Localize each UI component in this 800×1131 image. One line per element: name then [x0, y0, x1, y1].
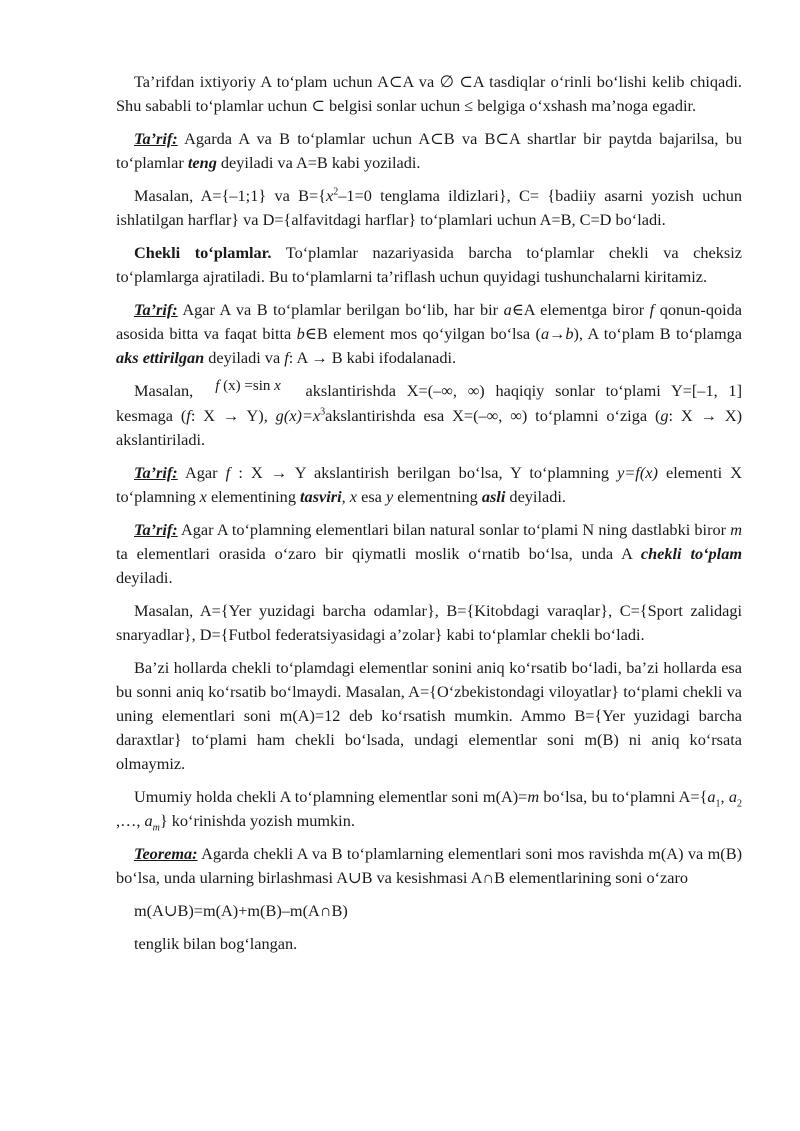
paragraph-general: Umumiy holda chekli A to‘plamning elementlar soni m(A)=m bo‘lsa, bu to‘plamni $A=\{a_1$, $a_2$ ,…, $a_m$} ko‘rinishda yozish mumkin.: [116, 787, 742, 834]
theorem-label: Teorema:: [134, 844, 198, 863]
paragraph-definition-image: Ta’rif: Agar f : X → Y akslantirish berilgan bo‘lsa, Y to‘plamning y=f(x) elementi X to‘plamning x elementining tasviri, x esa y elementning asli deyiladi.: [116, 463, 742, 506]
paragraph-count: Ba’zi hollarda chekli to‘plamdagi elementlar sonini aniq ko‘rsatib bo‘ladi, ba’zi hollarda esa bu sonni aniq ko‘rsatib bo‘lmaydi. Masalan, A={O‘zbekistondagi viloyatlar} to‘plami chekli va uning elementlari soni m(A)=12 deb ko‘rsatish mumkin. Ammo B={Yer yuzidagi barcha daraxtlar} to‘plami ham chekli bo‘lsada, undagi elementlar soni m(B) ni aniq ko‘rsata olmaymiz.: [116, 658, 742, 773]
paragraph-example-mapping: Masalan, f (x) =sin x akslantirishda X=(–∞, ∞) haqiqiy sonlar to‘plami Y=[–1, 1] kesmaga (f: X → Y), $g(x)=x^3akslantirishda$ esa X=(–∞, ∞) to‘plamni o‘ziga (g: X → X) akslantiriladi.: [116, 379, 742, 452]
paragraph-1: Ta’rifdan ixtiyoriy A to‘plam uchun A⊂A va ∅ ⊂A tasdiqlar o‘rinli bo‘lishi kelib chiqadi. Shu sababli to‘plamlar uchun ⊂ belgisi sonlar uchun ≤ belgiga o‘xshash ma’noga egadir.: [116, 72, 742, 115]
paragraph-definition-finite: Ta’rif: Agar A to‘plamning elementlari bilan natural sonlar to‘plami N ning dastlabki biror m ta elementlari orasida o‘zaro bir qiymatli moslik o‘rnatib bo‘lsa, unda A chekli to‘plam deyiladi.: [116, 520, 742, 587]
paragraph-example-finite: Masalan, A={Yer yuzidagi barcha odamlar}, B={Kitobdagi varaqlar}, C={Sport zalidagi snaryadlar}, D={Futbol federatsiyasidagi a’zolar} kabi to‘plamlar chekli bo‘ladi.: [116, 601, 742, 644]
formula-union-count: m(A∪B)=m(A)+m(B)–m(A∩B): [134, 901, 348, 920]
term-chekli-toplam: chekli to‘plam: [640, 544, 742, 563]
term-teng: teng: [187, 153, 217, 172]
document-page: [116, 70, 742, 956]
definition-label: Ta’rif:: [134, 463, 178, 482]
term-asli: asli: [481, 487, 506, 506]
paragraph-example-sets: Masalan, A={–1;1} va $B=\{x^2-1=0$ tenglama ildizlari}, C= {badiiy asarni yozish uchun ishlatilgan harflar} va D={alfavitdagi harflar} to‘plamlari uchun A=B, C=D bo‘ladi.: [116, 186, 743, 229]
definition-label: Ta’rif:: [134, 520, 178, 539]
section-heading: Chekli to‘plamlar.: [134, 243, 272, 262]
paragraph-theorem: Teorema: Agarda chekli A va B to‘plamlarning elementlari soni mos ravishda m(A) va m(B) bo‘lsa, unda ularning birlashmasi A∪B va kesishmasi A∩B elementlarining soni o‘zaro: [116, 844, 742, 887]
paragraph-closing: tenglik bilan bog‘langan.: [134, 934, 298, 953]
formula-f-sin-x: f (x) =sin x: [215, 378, 281, 394]
definition-label: Ta’rif:: [134, 129, 178, 148]
paragraph-finite-sets: Chekli to‘plamlar. To‘plamlar nazariyasida barcha to‘plamlar chekli va cheksiz to‘plamlarga ajratiladi. Bu to‘plamlarni ta’riflash uchun quyidagi tushunchalarni kiritamiz.: [116, 243, 742, 286]
term-aks-ettirilgan: aks ettirilgan: [116, 348, 205, 367]
paragraph-definition-mapping: Ta’rif: Agar A va B to‘plamlar berilgan bo‘lib, har bir a∈A elementga biror f qonun-qoida asosida bitta va faqat bitta b∈B element mos qo‘yilgan bo‘lsa (a→b), A to‘plam B to‘plamga aks ettirilgan deyiladi va f: A → B kabi ifodalanadi.: [116, 300, 743, 367]
definition-label: Ta’rif:: [134, 300, 178, 319]
paragraph-definition-equal: Ta’rif: Agarda A va B to‘plamlar uchun A⊂B va B⊂A shartlar bir paytda bajarilsa, bu to‘plamlar teng deyiladi va A=B kabi yoziladi.: [116, 129, 742, 172]
term-tasviri: tasviri: [300, 487, 342, 506]
